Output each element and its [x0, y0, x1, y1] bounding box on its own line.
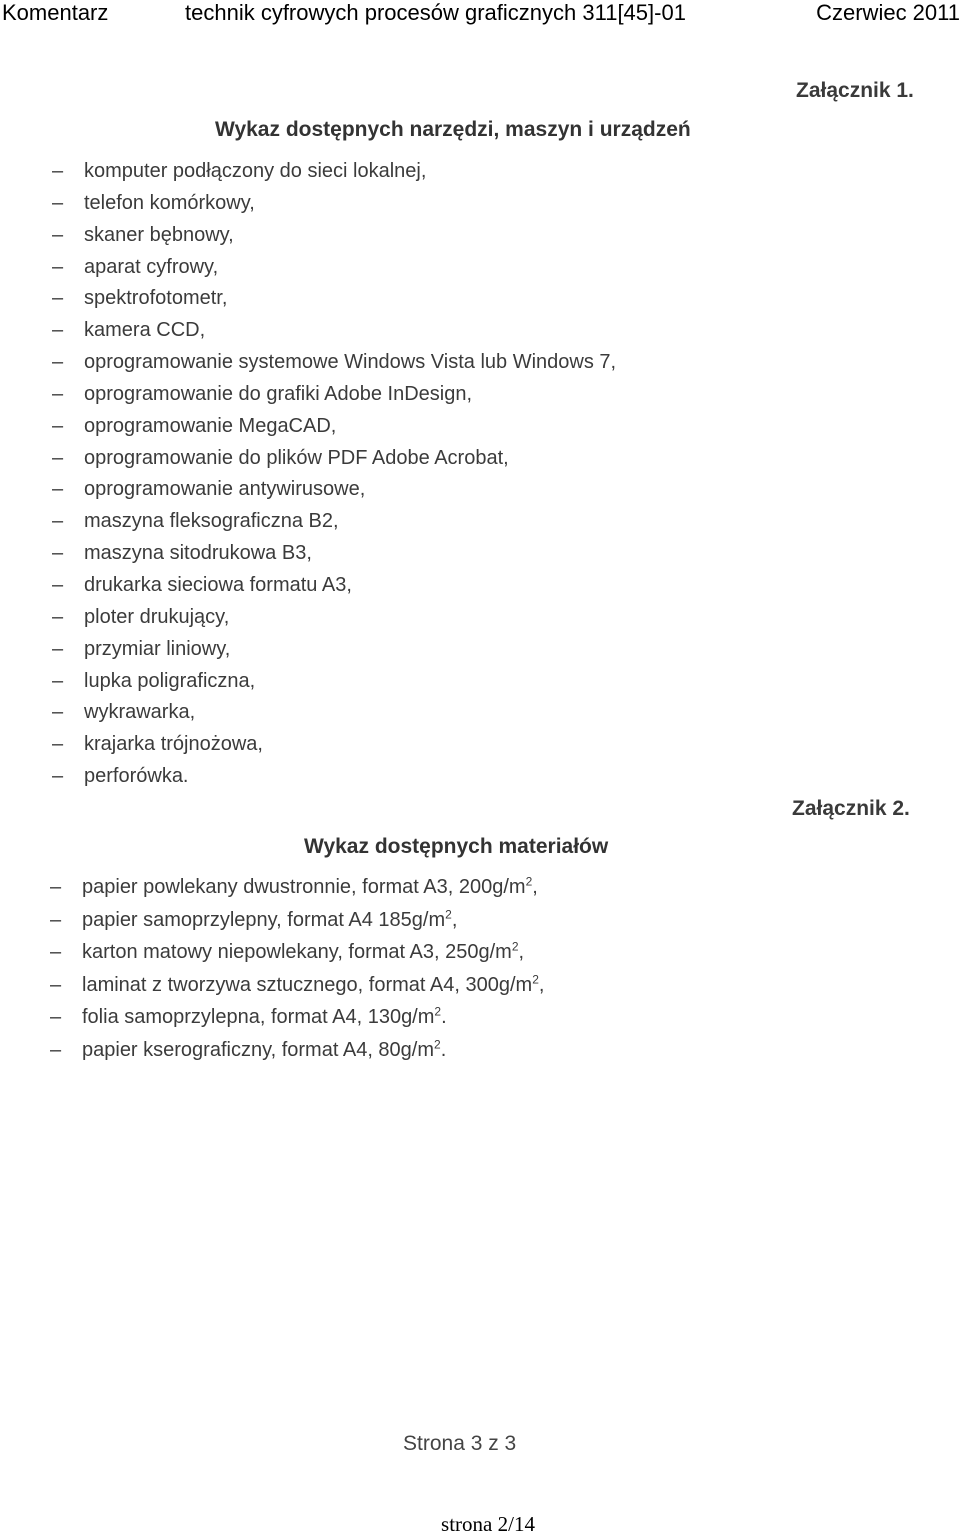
- list-item: – papier powlekany dwustronnie, format A3, $200g/m^2$,: [50, 874, 538, 898]
- list-item: – oprogramowanie MegaCAD,: [52, 414, 337, 437]
- footer-page-number: strona 2/14: [441, 1512, 535, 1536]
- list-item: – komputer podłączony do sieci lokalnej,: [52, 160, 427, 182]
- list-item: – maszyna sitodrukowa B3,: [52, 542, 312, 565]
- list-item: – karton matowy niepowlekany, format A3, $250g/m^2$,: [50, 939, 525, 964]
- list-item: – laminat z tworzywa sztucznego, format A4, $300g/m^2$,: [50, 972, 545, 996]
- list-item: – maszyna fleksograficzna B2,: [52, 510, 339, 533]
- scanned-page: [0, 34, 960, 1494]
- list-item: – folia samoprzylepna, format A4, $130g/m^2$.: [50, 1004, 447, 1029]
- list-item: – spektrofotometr,: [52, 287, 228, 310]
- tools-list: [52, 156, 616, 793]
- header-center-text: technik cyfrowych procesów graficznych 311[45]-01: [185, 0, 686, 25]
- list-item: – drukarka sieciowa formatu A3,: [52, 573, 352, 596]
- page-footer: [0, 1512, 960, 1537]
- materials-list-title: Wykaz dostępnych materiałów: [304, 835, 609, 858]
- list-item: – przymiar liniowy,: [52, 637, 231, 660]
- list-item: – oprogramowanie systemowe Windows Vista lub Windows 7,: [52, 351, 617, 374]
- list-item: – perforówka.: [52, 765, 189, 788]
- materials-list: [50, 871, 544, 1067]
- header-left-text: Komentarz: [2, 0, 109, 25]
- list-item: – telefon komórkowy,: [52, 191, 255, 214]
- page-header: [0, 0, 960, 28]
- list-item: – krajarka trójnożowa,: [52, 733, 263, 756]
- list-item: – aparat cyfrowy,: [52, 255, 219, 278]
- header-right-text: Czerwiec 2011: [816, 0, 960, 25]
- tools-list-title: Wykaz dostępnych narzędzi, maszyn i urządzeń: [215, 118, 691, 141]
- list-item: – ploter drukujący,: [52, 605, 230, 628]
- annex-2-label: Załącznik 2.: [792, 797, 910, 820]
- list-item: – wykrawarka,: [52, 701, 196, 724]
- scan-page-number: Strona 3 z 3: [403, 1432, 517, 1455]
- list-item: – oprogramowanie antywirusowe,: [52, 478, 366, 501]
- list-item: – lupka poligraficzna,: [52, 669, 256, 692]
- list-item: – papier samoprzylepny, format A4 $185g/m^2$,: [50, 906, 458, 931]
- list-item: – kamera CCD,: [52, 319, 206, 342]
- list-item: – oprogramowanie do plików PDF Adobe Acrobat,: [52, 446, 509, 469]
- list-item: – papier kserograficzny, format A4, $80g/m^2$.: [50, 1037, 447, 1061]
- annex-1-label: Załącznik 1.: [796, 79, 914, 102]
- list-item: – skaner bębnowy,: [52, 223, 234, 246]
- list-item: – oprogramowanie do grafiki Adobe InDesign,: [52, 382, 473, 405]
